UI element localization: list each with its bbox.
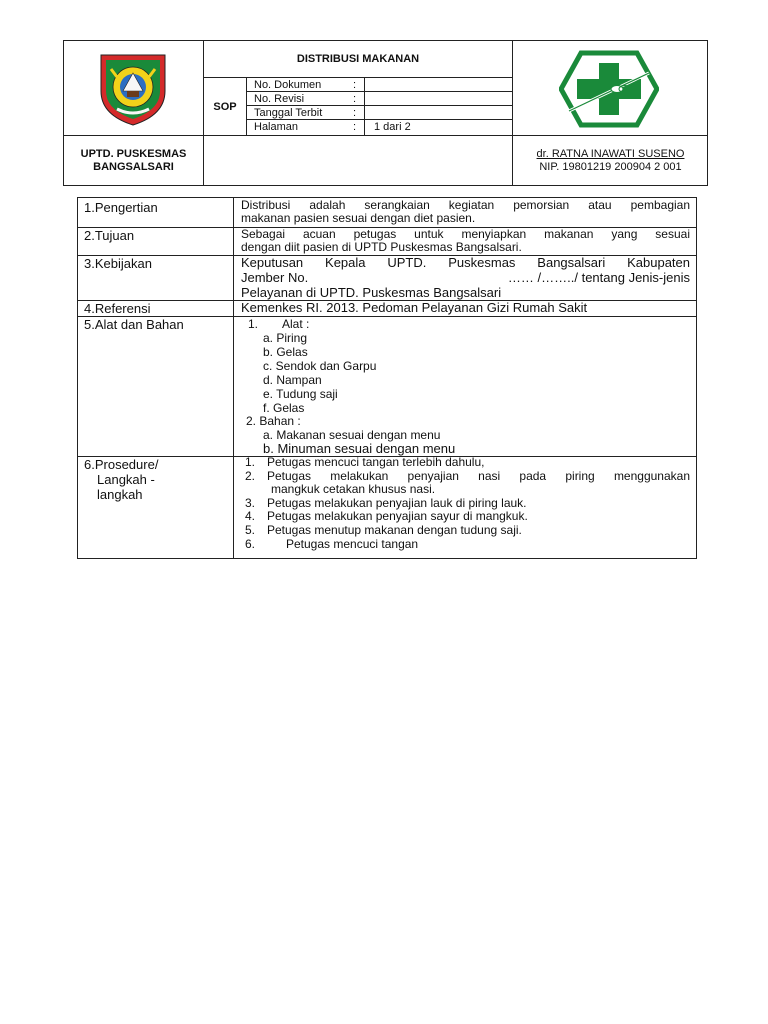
label-prosedur: 6.Prosedure/ Langkah - langkah	[84, 457, 159, 502]
signer-nip: NIP. 19801219 200904 2 001	[539, 161, 682, 173]
text-referensi: Kemenkes RI. 2013. Pedoman Pelayanan Gizi Rumah Sakit	[241, 300, 588, 315]
list-item: e. Tudung saji	[263, 387, 338, 401]
sop-header-table	[63, 40, 708, 186]
right-logo-cell	[512, 41, 708, 136]
bahan-list	[263, 428, 455, 456]
list-item: mangkuk cetakan khusus nasi.	[271, 482, 436, 497]
list-item: a. Piring	[263, 331, 308, 345]
meta-row-dokumen: No. Dokumen :	[247, 78, 512, 92]
label-alat-bahan: 5.Alat dan Bahan	[84, 317, 184, 332]
meta-row-halaman: Halaman : 1 dari 2	[254, 121, 411, 133]
list-item: f. Gelas	[263, 401, 305, 415]
bahan-heading: 2. Bahan :	[246, 414, 301, 428]
meta-row-revisi: No. Revisi :	[247, 92, 512, 106]
label-tujuan: 2.Tujuan	[84, 228, 135, 243]
list-item: 2. Petugas melakukan penyajian nasi pada piring menggunakan	[245, 468, 690, 483]
organization-name: UPTD. PUSKESMAS BANGSALSARI	[64, 136, 204, 186]
label-referensi: 4.Referensi	[84, 301, 151, 316]
blank-cell	[204, 136, 512, 186]
puskesmas-logo-icon	[559, 49, 659, 129]
regional-emblem-icon	[95, 51, 171, 127]
list-item: d. Nampan	[263, 373, 322, 387]
list-item: 6. Petugas mencuci tangan	[245, 536, 419, 551]
list-item: 4. Petugas melakukan penyajian sayur di mangkuk.	[245, 509, 528, 524]
list-item: 3. Petugas melakukan penyajian lauk di piring lauk.	[245, 495, 527, 510]
list-item: b. Gelas	[263, 345, 308, 359]
alat-heading: 1. Alat :	[248, 317, 310, 331]
list-item: a. Makanan sesuai dengan menu	[263, 428, 441, 442]
list-item: 1. Petugas mencuci tangan terlebih dahulu,	[245, 455, 485, 469]
list-item: 5. Petugas menutup makanan dengan tudung saji.	[245, 522, 522, 537]
label-kebijakan: 3.Kebijakan	[84, 256, 152, 271]
sop-body-table	[77, 197, 697, 559]
document-meta	[247, 78, 512, 136]
label-pengertian: 1.Pengertian	[84, 200, 158, 215]
meta-row-tanggal: Tanggal Terbit :	[247, 106, 512, 120]
text-tujuan: Sebagai acuan petugas untuk menyiapkan makanan yang sesuai dengan diit pasien di UPTD Puskesmas Bangsalsari.	[241, 227, 690, 254]
sop-label: SOP	[204, 78, 247, 136]
prosedur-steps	[241, 456, 690, 551]
text-kebijakan: Keputusan Kepala UPTD. Puskesmas Bangsalsari Kabupaten Jember No. …… /……../ tentang Jenis-jenis Pelayanan di UPTD. Puskesmas Bangsalsari	[241, 255, 690, 300]
left-logo-cell	[64, 41, 204, 136]
alat-list	[263, 331, 376, 415]
document-title: DISTRIBUSI MAKANAN	[204, 41, 512, 78]
text-pengertian: Distribusi adalah serangkaian kegiatan pemorsian atau pembagian makanan pasien sesuai dengan diet pasien.	[241, 198, 690, 225]
list-item: c. Sendok dan Garpu	[263, 359, 377, 373]
signer-name: dr. RATNA INAWATI SUSENO	[536, 148, 685, 160]
list-item: b. Minuman sesuai dengan menu	[263, 441, 456, 456]
signature-block	[512, 136, 708, 186]
